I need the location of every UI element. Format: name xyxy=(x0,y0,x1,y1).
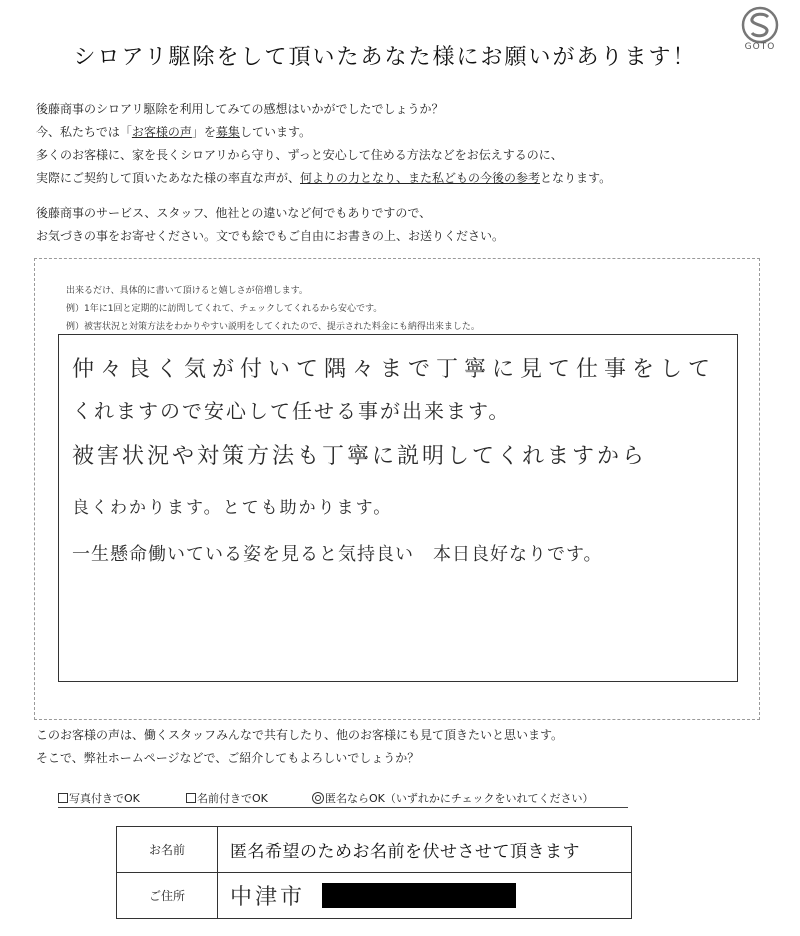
option-photo[interactable] xyxy=(58,790,140,806)
option-photo-label: 写真付きでOK xyxy=(69,792,140,805)
name-value: 匿名希望のためお名前を伏せさせて頂きます xyxy=(230,842,580,862)
option-anonymous[interactable] xyxy=(312,790,594,806)
reference-highlight: 何よりの力となり、また私どもの今後の参考 xyxy=(300,171,541,185)
intro-text xyxy=(36,98,776,190)
address-label: ご住所 xyxy=(117,873,218,919)
page-title: シロアリ駆除をして頂いたあなた様にお願いがあります！ xyxy=(73,45,697,70)
comment-line-1: 仲々良く気が付いて隅々まで丁寧に見て仕事をして xyxy=(72,357,717,382)
redaction-bar xyxy=(322,883,516,908)
share-line-2: そこで、弊社ホームページなどで、ご紹介してもよろしいでしょうか？ xyxy=(36,751,420,765)
comment-line-5: 一生懸命働いている姿を見ると気持良い 本日良好なりです。 xyxy=(72,544,603,565)
checkbox-icon[interactable] xyxy=(186,793,196,803)
checkbox-icon[interactable] xyxy=(58,793,68,803)
comment-line-2: くれますので安心して任せる事が出来ます。 xyxy=(72,399,511,423)
comment-line-4: 良くわかります。とても助かります。 xyxy=(72,498,393,518)
voice-highlight: お客様の声 xyxy=(131,125,192,139)
option-name[interactable] xyxy=(186,790,268,806)
intro-line-1: 後藤商事のシロアリ駆除を利用してみての感想はいかがでしたでしょうか？ xyxy=(36,102,444,116)
checked-circle-icon[interactable] xyxy=(312,792,324,804)
share-request xyxy=(36,724,776,770)
name-label: お名前 xyxy=(117,827,218,873)
permission-options xyxy=(58,790,628,808)
comment-instructions xyxy=(66,282,746,336)
customer-info-table xyxy=(116,826,632,919)
recruit-highlight: 募集 xyxy=(215,125,240,139)
address-value: 中津市 xyxy=(230,885,306,910)
address-row xyxy=(117,873,632,919)
intro-line-6: お気づきの事をお寄せください。文でも絵でもご自由にお書きの上、お送りください。 xyxy=(36,229,505,243)
instruction-note-1: 出来るだけ、具体的に書いて頂けると嬉しさが倍増します。 xyxy=(66,286,308,296)
name-row xyxy=(117,827,632,873)
customer-comment xyxy=(72,348,728,578)
comment-line-3: 被害状況や対策方法も丁寧に説明してくれますから xyxy=(72,444,648,469)
intro-line-3: 多くのお客様に、家を長くシロアリから守り、ずっと安心して住める方法などをお伝えするのに、 xyxy=(36,148,563,162)
intro-line-4: 実際にご契約して頂いたあなた様の率直な声が、何よりの力となり、また私どもの今後の参考となります。 xyxy=(36,171,612,185)
option-name-label: 名前付きでOK xyxy=(197,792,268,805)
instruction-example-2: 例）被害状況と対策方法をわかりやすい説明をしてくれたので、提示された料金にも納得出来ました。 xyxy=(66,322,480,332)
name-field[interactable] xyxy=(218,827,632,873)
goto-logo-icon xyxy=(741,6,779,44)
option-anonymous-label: 匿名ならOK（いずれかにチェックをいれてください） xyxy=(325,792,594,805)
instruction-example-1: 例）1年に1回と定期的に訪問してくれて、チェックしてくれるから安心です。 xyxy=(66,304,383,314)
intro-request xyxy=(36,202,776,248)
intro-line-2: 今、私たちでは「お客様の声」を募集しています。 xyxy=(36,125,311,139)
address-field[interactable] xyxy=(218,873,632,919)
intro-line-5: 後藤商事のサービス、スタッフ、他社との違いなど何でもありですので、 xyxy=(36,206,432,220)
logo-text: GOTO xyxy=(744,42,776,52)
share-line-1: このお客様の声は、働くスタッフみんなで共有したり、他のお客様にも見て頂きたいと思います。 xyxy=(36,728,564,742)
